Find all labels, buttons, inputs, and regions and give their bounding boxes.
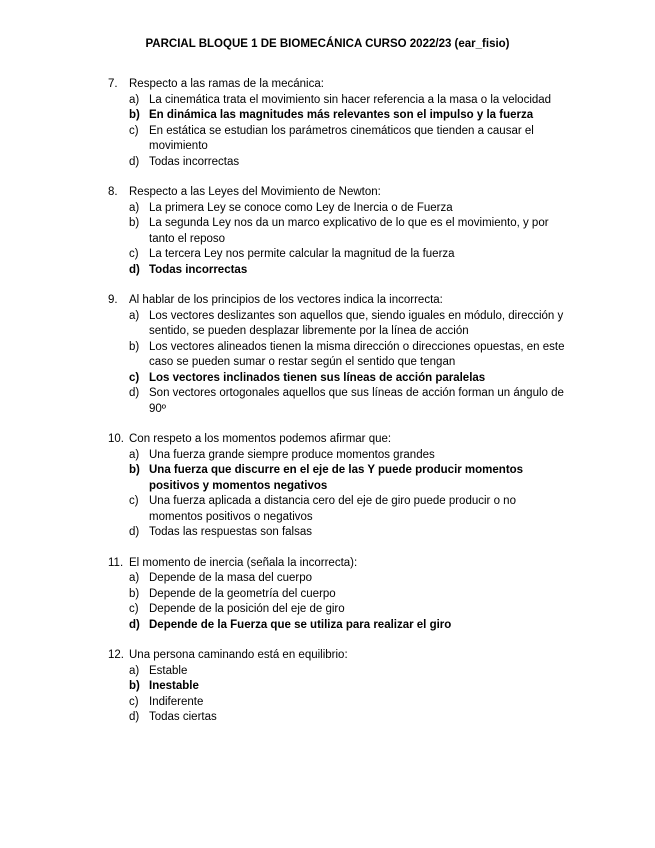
option-b — [108, 679, 568, 695]
question-10 — [108, 432, 568, 541]
option-letter: d) — [129, 711, 140, 723]
question-text: Con respeto a los momentos podemos afirmar que: — [129, 433, 392, 445]
option-b — [108, 463, 568, 494]
option-letter: a) — [129, 664, 140, 677]
option-text: Depende de la masa del cuerpo — [149, 572, 313, 584]
question-11 — [108, 556, 568, 634]
question-stem — [108, 432, 568, 448]
option-letter: c) — [129, 603, 139, 615]
option-text: La segunda Ley nos da un marco explicativo de lo que es el movimiento, y por tanto el reposo — [149, 217, 549, 245]
option-d — [108, 525, 568, 541]
option-text: Todas incorrectas — [149, 155, 240, 168]
option-text: Una fuerza grande siempre produce momentos grandes — [149, 448, 435, 461]
option-list — [108, 571, 568, 633]
question-7 — [108, 77, 568, 170]
question-number: 7. — [108, 78, 118, 90]
option-list — [108, 309, 568, 418]
question-text: El momento de inercia (señala la incorrecta): — [129, 556, 358, 569]
option-b — [108, 108, 568, 124]
option-letter: b) — [129, 464, 140, 476]
question-text: Una persona caminando está en equilibrio: — [129, 649, 348, 661]
option-text: Depende de la geometría del cuerpo — [149, 587, 336, 600]
option-text: Inestable — [149, 680, 199, 692]
option-letter: a) — [129, 93, 140, 106]
question-text: Al hablar de los principios de los vectores indica la incorrecta: — [129, 294, 443, 306]
option-text: Estable — [149, 664, 188, 677]
option-letter: b) — [129, 217, 140, 229]
option-letter: b) — [129, 340, 140, 353]
option-letter: a) — [129, 572, 140, 584]
option-a — [108, 448, 568, 464]
option-text: En dinámica las magnitudes más relevantes son el impulso y la fuerza — [149, 109, 534, 121]
option-letter: d) — [129, 263, 140, 276]
option-letter: c) — [129, 124, 139, 137]
option-text: Los vectores inclinados tienen sus líneas de acción paralelas — [149, 371, 486, 384]
option-list — [108, 664, 568, 726]
option-b — [108, 340, 568, 371]
option-text: La cinemática trata el movimiento sin hacer referencia a la masa o la velocidad — [149, 93, 552, 106]
option-a — [108, 309, 568, 340]
option-text: La primera Ley se conoce como Ley de Inercia o de Fuerza — [149, 201, 453, 214]
option-b — [108, 216, 568, 247]
option-a — [108, 201, 568, 217]
option-text: Todas las respuestas son falsas — [149, 526, 313, 538]
question-text: Respecto a las ramas de la mecánica: — [129, 78, 324, 90]
question-stem — [108, 556, 568, 572]
option-c — [108, 124, 568, 155]
option-d — [108, 710, 568, 726]
option-letter: d) — [129, 526, 140, 538]
option-letter: d) — [129, 387, 140, 399]
option-text: Los vectores deslizantes son aquellos que, siendo iguales en módulo, dirección y sentido, se pueden desplazar libremente por la línea de acción — [149, 309, 564, 337]
question-text: Respecto a las Leyes del Movimiento de Newton: — [129, 186, 381, 198]
option-c — [108, 695, 568, 711]
option-letter: c) — [129, 495, 139, 507]
option-text: Depende de la Fuerza que se utiliza para realizar el giro — [149, 618, 452, 631]
option-text: Todas ciertas — [149, 711, 217, 723]
option-text: La tercera Ley nos permite calcular la magnitud de la fuerza — [149, 248, 455, 260]
option-a — [108, 664, 568, 680]
page-title: PARCIAL BLOQUE 1 DE BIOMECÁNICA CURSO 2022/23 (ear_fisio) — [145, 38, 510, 50]
option-a — [108, 571, 568, 587]
question-9 — [108, 293, 568, 417]
question-stem — [108, 293, 568, 309]
question-number: 10. — [108, 433, 124, 445]
question-stem — [108, 648, 568, 664]
option-c — [108, 371, 568, 387]
option-b — [108, 587, 568, 603]
option-list — [108, 93, 568, 171]
question-number: 9. — [108, 294, 118, 306]
question-number: 8. — [108, 186, 118, 198]
option-text: Indiferente — [149, 695, 204, 708]
option-letter: b) — [129, 680, 140, 692]
option-text: Los vectores alineados tienen la misma dirección o direcciones opuestas, en este caso se pueden sumar o restar según el sentido que tengan — [149, 340, 565, 368]
option-text: Todas incorrectas — [149, 263, 248, 276]
option-letter: b) — [129, 587, 140, 600]
question-12 — [108, 648, 568, 726]
option-letter: b) — [129, 109, 140, 121]
question-stem — [108, 77, 568, 93]
option-d — [108, 155, 568, 171]
question-8 — [108, 185, 568, 278]
question-stem — [108, 185, 568, 201]
option-letter: a) — [129, 309, 140, 322]
option-letter: c) — [129, 371, 140, 384]
option-d — [108, 263, 568, 279]
option-letter: a) — [129, 448, 140, 461]
option-c — [108, 247, 568, 263]
option-list — [108, 201, 568, 279]
option-c — [108, 602, 568, 618]
option-letter: d) — [129, 618, 140, 631]
question-list — [108, 77, 568, 741]
option-text: Una fuerza que discurre en el eje de las Y puede producir momentos positivos y momentos negativos — [149, 464, 524, 492]
question-number: 12. — [108, 649, 124, 661]
option-d — [108, 386, 568, 417]
option-text: Depende de la posición del eje de giro — [149, 603, 345, 615]
option-list — [108, 448, 568, 541]
option-text: Son vectores ortogonales aquellos que sus líneas de acción forman un ángulo de 90º — [149, 387, 564, 415]
option-text: En estática se estudian los parámetros cinemáticos que tienden a causar el movimiento — [149, 124, 534, 152]
option-a — [108, 93, 568, 109]
option-letter: a) — [129, 201, 140, 214]
question-number: 11. — [108, 556, 124, 569]
option-text: Una fuerza aplicada a distancia cero del eje de giro puede producir o no momentos positivos o negativos — [149, 495, 516, 523]
option-letter: c) — [129, 248, 139, 260]
option-letter: c) — [129, 695, 139, 708]
option-d — [108, 618, 568, 634]
option-c — [108, 494, 568, 525]
option-letter: d) — [129, 155, 140, 168]
